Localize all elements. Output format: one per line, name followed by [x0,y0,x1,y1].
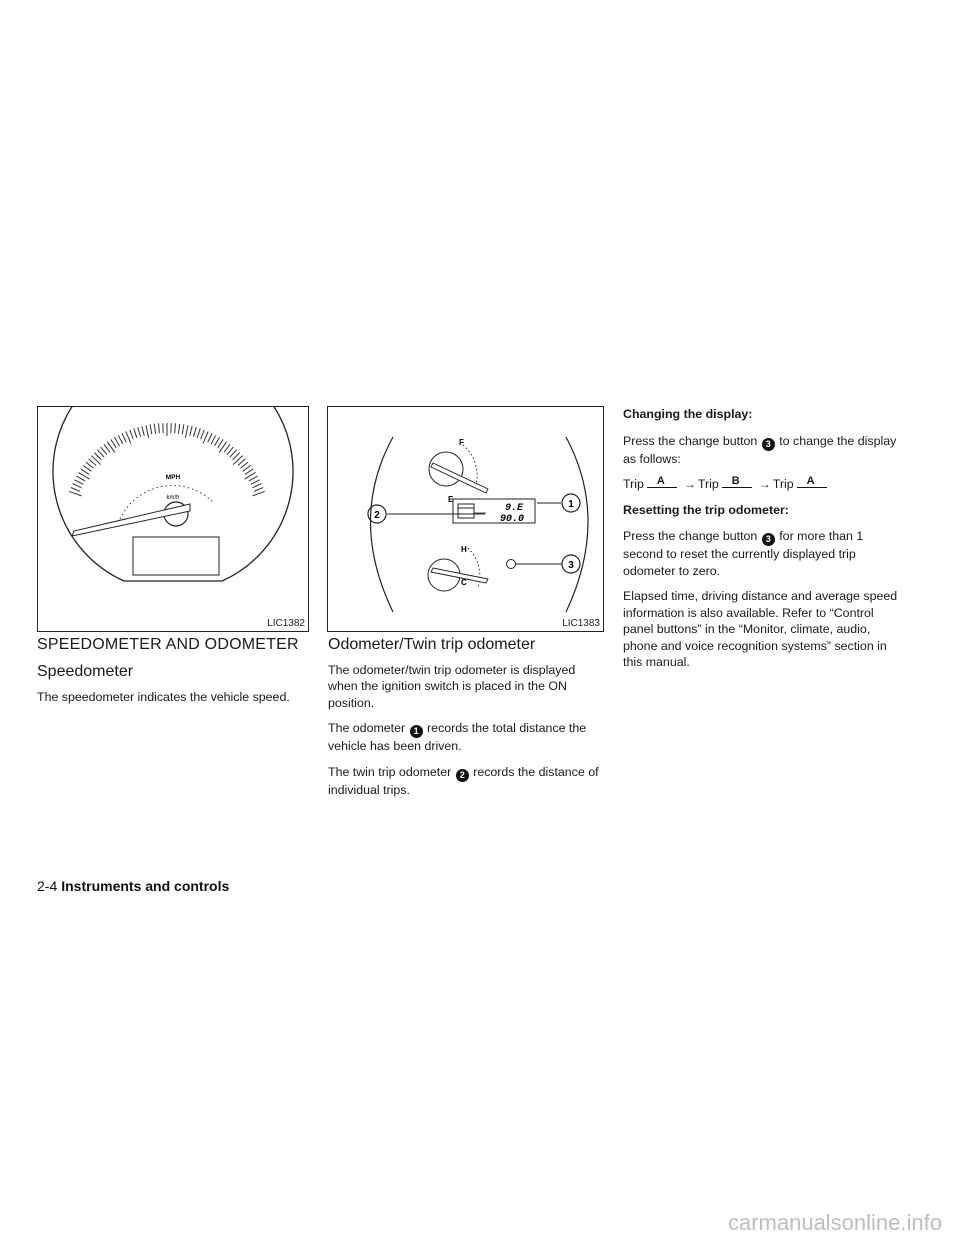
watermark-text: carmanualsonline.info [727,1210,942,1235]
dial-tick [118,435,123,444]
column-1 [37,637,309,715]
callout-2: 2 [374,510,380,521]
dial-tick [193,427,196,437]
dial-tick [91,456,100,465]
dial-tick [201,430,205,439]
dial-tick [227,447,233,455]
figure-code: LIC1383 [562,618,600,629]
fuel-empty-label: E [448,495,454,504]
dial-tick [249,476,258,481]
dial-tick [182,424,184,434]
dial-tick [203,432,208,444]
temp-hot-label: H [461,545,467,554]
text: records the distance of individual trips. [328,764,599,797]
dial-tick [146,425,149,438]
callout-2-badge: 2 [456,769,469,782]
odometer-para-1: The odometer/twin trip odometer is displayed when the ignition switch is placed in the ON position. [328,662,576,710]
dial-tick [134,428,137,437]
fuel-full-label: F [459,438,464,447]
dial-tick [150,424,152,434]
callout-1: 1 [568,499,574,510]
dial-tick [101,447,107,455]
dial-tick [238,459,246,466]
odometer-figure [327,406,604,632]
arrow-icon: → [683,477,696,491]
column-2 [328,637,602,807]
dial-tick [159,423,160,433]
dial-tick [81,469,89,475]
subsection-heading: Speedometer [37,662,134,680]
text: Press the change button [623,529,758,543]
dial-tick [240,462,248,468]
dial-tick [76,476,85,481]
dial-tick [86,462,94,468]
text: records the total distance the vehicle has been driven. [328,721,587,753]
dial-tick [208,433,212,442]
trip-a-letter: A [656,475,665,487]
dial-tick [97,450,104,457]
text: to change the display as follows: [623,433,897,466]
resetting-para [623,528,899,579]
page-footer [37,878,229,894]
callout-3-badge: 3 [762,533,775,546]
dial-tick [190,426,192,436]
dial-tick [233,453,240,460]
dial-tick [252,484,261,488]
trip-label: Trip [772,477,794,491]
column-3 [623,406,899,680]
dial-tick [89,459,97,466]
dial-tick [197,428,200,437]
trip-a-icon [797,476,827,488]
dial-tick [211,435,216,444]
trip-a-letter: A [806,475,815,487]
dial-tick [69,491,81,495]
dial-tick [178,424,179,434]
trip-sequence [623,476,899,493]
trip-b-letter: B [731,475,740,487]
dial-tick [254,487,263,491]
dial-tick [175,423,176,433]
dial-tick [154,424,155,434]
dial-tick [253,491,265,495]
speedometer-figure [37,406,309,632]
dial-tick [126,432,131,444]
odometer-para-2 [328,720,602,755]
text: The twin trip odometer [328,764,452,779]
dial-tick [122,433,126,442]
speedometer-illustration [38,407,308,631]
dial-tick [130,430,134,439]
dial-tick [94,453,101,460]
display-bottom-value: 90.0 [500,514,525,525]
dial-tick [233,456,242,465]
dial-tick [142,426,144,436]
resetting-heading: Resetting the trip odometer: [623,502,789,517]
callout-3-badge: 3 [762,438,775,451]
kmh-label: km/h [166,495,180,501]
mph-label: MPH [165,474,181,481]
dial-tick [214,437,219,446]
dial-tick [243,465,251,471]
dial-tick [218,439,223,447]
dial-tick [251,480,260,485]
temp-cold-label: C [461,578,467,587]
dial-tick [185,425,188,438]
odometer-illustration [328,407,603,631]
elapsed-time-para: Elapsed time, driving distance and average speed information is also available. Refer to “Control panel buttons” in the “Monitor, climate, audio, phone and voice recognition systems” section in this manual. [623,589,898,669]
trip-a-icon [647,476,677,488]
arrow-icon: → [758,477,771,491]
text: Press the change button [623,433,758,448]
dial-tick [224,444,230,452]
dial-tick [245,469,253,475]
text: The odometer [328,721,406,735]
section-heading: SPEEDOMETER AND ODOMETER [37,636,299,653]
dial-tick [230,450,237,457]
dial-tick [72,484,81,488]
dial-tick [104,444,110,452]
changing-display-heading: Changing the display: [623,407,753,421]
speedometer-text: The speedometer indicates the vehicle speed. [37,690,290,704]
dial-tick [71,487,80,491]
dial-tick [83,465,91,471]
dial-tick [114,437,119,446]
callout-3: 3 [568,560,574,571]
display-top-value: 9.E [505,503,524,514]
trip-label: Trip [623,477,644,491]
trip-b-icon [722,476,752,488]
page-number: 2-4 [37,878,58,894]
dial-tick [111,439,116,447]
dial-tick [74,480,83,485]
trip-label: Trip [697,477,719,491]
changing-display-para [623,433,899,468]
dial-tick [138,427,141,437]
section-title: Instruments and controls [61,878,230,894]
odometer-heading: Odometer/Twin trip odometer [328,636,536,653]
callout-1-badge: 1 [410,725,423,738]
figure-code: LIC1382 [267,618,305,629]
text: for more than 1 second to reset the currently displayed trip odometer to zero. [623,529,864,578]
odometer-para-3 [328,764,602,799]
